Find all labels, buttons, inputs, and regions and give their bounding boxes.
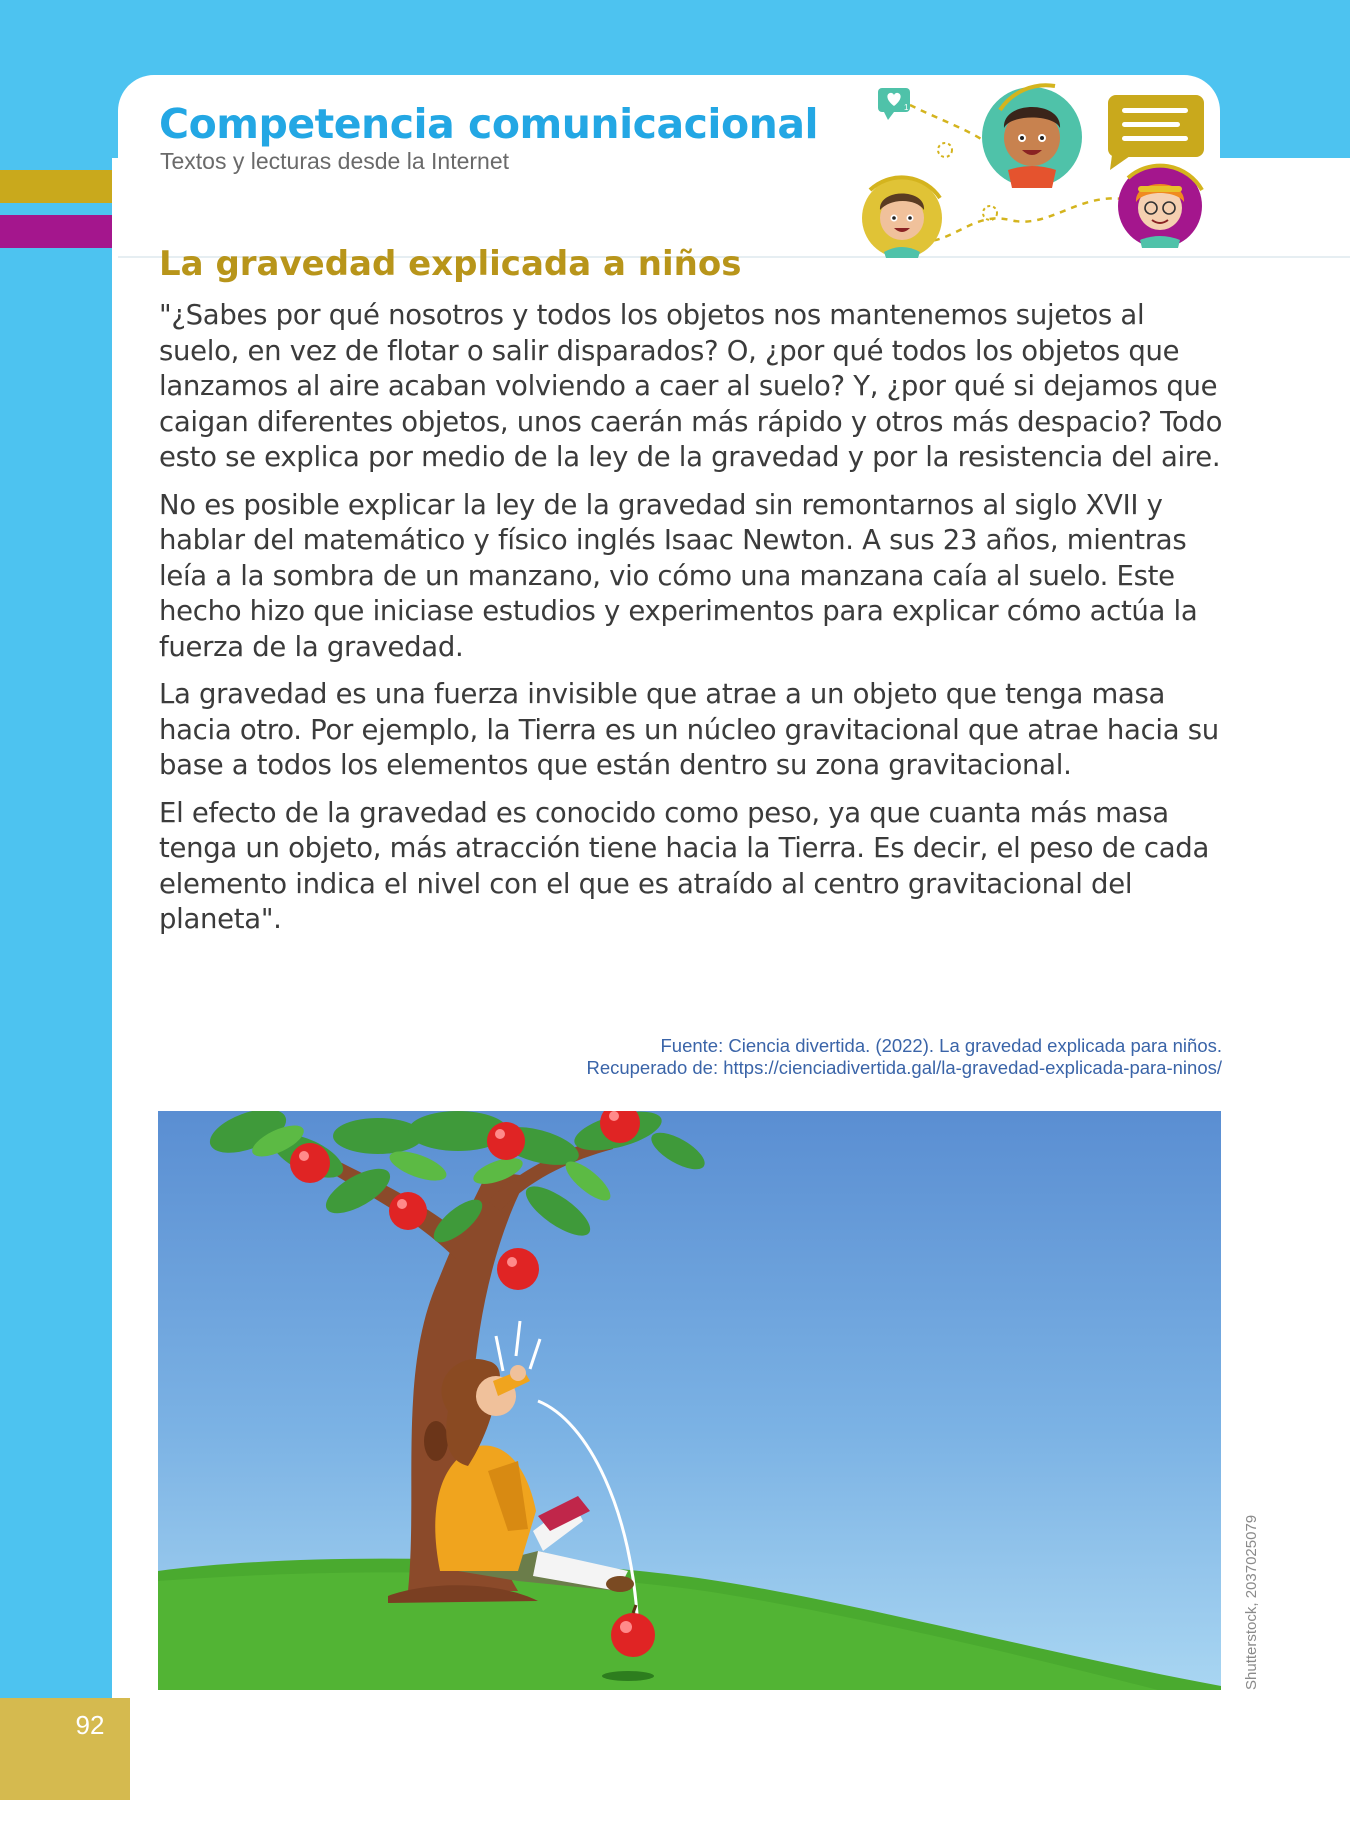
header-decoration: [840, 70, 1220, 270]
article-paragraph: No es posible explicar la ley de la gravedad sin remontarnos al siglo XVII y hablar del matemático y físico inglés Isaac Newton. A sus 23 años, mientras leía a la sombra de un manzano, vio cómo una manzana caía al suelo. Este hecho hizo que iniciase estudios y experimentos para explicar cómo actúa la fuerza de la gravedad.: [159, 488, 1198, 663]
apple-icon: [487, 1122, 525, 1160]
dashed-trail: [910, 105, 990, 145]
child-avatar-icon: [982, 85, 1082, 188]
magenta-stripe: [0, 215, 112, 248]
source-line: Fuente: Ciencia divertida. (2022). La gravedad explicada para niños.: [660, 1035, 1222, 1056]
dashed-trail: [910, 198, 1130, 241]
article-body: [159, 298, 1231, 950]
trunk-knot: [424, 1421, 448, 1461]
page-number: 92: [75, 1710, 105, 1740]
image-credit: Shutterstock, 2037025079: [1243, 1514, 1260, 1690]
apple-icon: [497, 1248, 539, 1290]
like-bubble-icon: [878, 88, 910, 120]
apple-icon: [290, 1143, 330, 1183]
section-title: Competencia comunicacional: [159, 100, 819, 148]
child-avatar-icon: [862, 177, 942, 258]
article-title: La gravedad explicada a niños: [159, 244, 742, 284]
newton-apple-illustration: [158, 1111, 1221, 1690]
dashed-loop: [938, 143, 952, 157]
article-paragraph: "¿Sabes por qué nosotros y todos los objetos nos mantenemos sujetos al suelo, en vez de flotar o salir disparados? O, ¿por qué todos los objetos que lanzamos al aire acaban volviendo a caer al suelo? Y, ¿por qué si dejamos que caigan diferentes objetos, unos caerán más rápido y otros más despacio? Todo esto se explica por medio de la ley de la gravedad y por la resistencia del aire.: [159, 299, 1223, 473]
gold-stripe: [0, 170, 112, 203]
apple-icon: [389, 1192, 427, 1230]
article-paragraph: El efecto de la gravedad es conocido como peso, ya que cuanta más masa tenga un objeto, más atracción tiene hacia la Tierra. Es decir, el peso de cada elemento indica el nivel con el que es atraído al centro gravitacional del planeta".: [159, 796, 1209, 935]
source-url: Recuperado de: https://cienciadivertida.gal/la-gravedad-explicada-para-ninos/: [586, 1057, 1222, 1078]
source-citation: [586, 1035, 1222, 1079]
chat-bubble-icon: [1108, 95, 1204, 170]
article-paragraph: La gravedad es una fuerza invisible que atrae a un objeto que tenga masa hacia otro. Por ejemplo, la Tierra es un núcleo gravitacional que atrae hacia su base a todos los elementos que están dentro su zona gravitacional.: [159, 678, 1219, 781]
page-number-box: [0, 1698, 130, 1800]
svg-text:1: 1: [904, 103, 909, 112]
child-avatar-icon: [1118, 164, 1202, 248]
apple-shadow: [602, 1671, 654, 1681]
section-subtitle: Textos y lecturas desde la Internet: [160, 148, 510, 174]
left-color-band: [0, 158, 112, 1698]
